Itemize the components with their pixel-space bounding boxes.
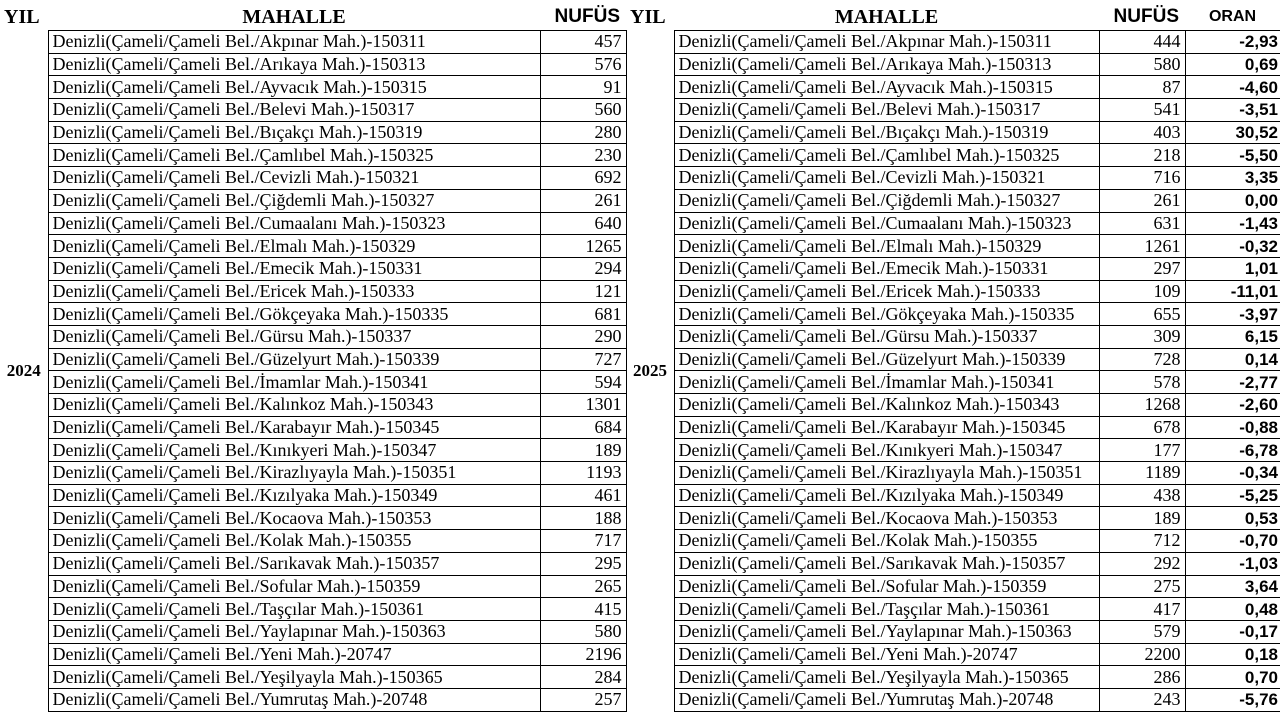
nufus-2025-cell: 297 <box>1099 257 1185 280</box>
mahalle-2024-cell: Denizli(Çameli/Çameli Bel./Arıkaya Mah.)-150313 <box>48 53 540 76</box>
mahalle-2025-cell: Denizli(Çameli/Çameli Bel./Gürsu Mah.)-150337 <box>674 325 1099 348</box>
mahalle-2024-cell: Denizli(Çameli/Çameli Bel./Cumaalanı Mah.)-150323 <box>48 212 540 235</box>
mahalle-2025-cell: Denizli(Çameli/Çameli Bel./Kolak Mah.)-150355 <box>674 530 1099 553</box>
mahalle-2025-cell: Denizli(Çameli/Çameli Bel./Bıçakçı Mah.)-150319 <box>674 121 1099 144</box>
nufus-2024-cell: 2196 <box>540 643 626 666</box>
nufus-2024-cell: 294 <box>540 257 626 280</box>
mahalle-2025-cell: Denizli(Çameli/Çameli Bel./Kızılyaka Mah.)-150349 <box>674 484 1099 507</box>
oran-cell: -11,01 <box>1185 280 1280 303</box>
header-yil-2025: YIL <box>630 5 666 28</box>
oran-cell: -2,60 <box>1185 394 1280 417</box>
mahalle-2025-cell: Denizli(Çameli/Çameli Bel./Ayvacık Mah.)-150315 <box>674 76 1099 99</box>
mahalle-2025-cell: Denizli(Çameli/Çameli Bel./Çiğdemli Mah.)-150327 <box>674 189 1099 212</box>
mahalle-2025-cell: Denizli(Çameli/Çameli Bel./Kirazlıyayla Mah.)-150351 <box>674 462 1099 485</box>
nufus-2024-cell: 265 <box>540 575 626 598</box>
nufus-2025-cell: 309 <box>1099 325 1185 348</box>
nufus-2025-cell: 417 <box>1099 598 1185 621</box>
table-row <box>0 31 1280 54</box>
nufus-2025-cell: 678 <box>1099 416 1185 439</box>
mahalle-2024-cell: Denizli(Çameli/Çameli Bel./Elmalı Mah.)-150329 <box>48 235 540 258</box>
nufus-2024-cell: 188 <box>540 507 626 530</box>
oran-cell: 1,01 <box>1185 257 1280 280</box>
oran-cell: 0,14 <box>1185 348 1280 371</box>
mahalle-2025-cell: Denizli(Çameli/Çameli Bel./Taşçılar Mah.)-150361 <box>674 598 1099 621</box>
mahalle-2024-cell: Denizli(Çameli/Çameli Bel./Çamlıbel Mah.)-150325 <box>48 144 540 167</box>
oran-cell: -0,70 <box>1185 530 1280 553</box>
mahalle-2024-cell: Denizli(Çameli/Çameli Bel./Kalınkoz Mah.)-150343 <box>48 394 540 417</box>
oran-cell: 30,52 <box>1185 121 1280 144</box>
table-body <box>0 31 1280 712</box>
nufus-2025-cell: 286 <box>1099 666 1185 689</box>
population-table <box>0 4 1280 712</box>
mahalle-2024-cell: Denizli(Çameli/Çameli Bel./Akpınar Mah.)-150311 <box>48 31 540 54</box>
mahalle-2024-cell: Denizli(Çameli/Çameli Bel./Cevizli Mah.)-150321 <box>48 167 540 190</box>
mahalle-2024-cell: Denizli(Çameli/Çameli Bel./Sarıkavak Mah.)-150357 <box>48 552 540 575</box>
nufus-2025-cell: 243 <box>1099 688 1185 711</box>
oran-cell: -3,51 <box>1185 99 1280 122</box>
nufus-2024-cell: 560 <box>540 99 626 122</box>
header-nufus-2024: NUFÜS <box>554 6 620 27</box>
mahalle-2024-cell: Denizli(Çameli/Çameli Bel./Gökçeyaka Mah.)-150335 <box>48 303 540 326</box>
mahalle-2025-cell: Denizli(Çameli/Çameli Bel./Yeşilyayla Mah.)-150365 <box>674 666 1099 689</box>
nufus-2025-cell: 579 <box>1099 620 1185 643</box>
nufus-2025-cell: 580 <box>1099 53 1185 76</box>
nufus-2024-cell: 681 <box>540 303 626 326</box>
mahalle-2025-cell: Denizli(Çameli/Çameli Bel./Elmalı Mah.)-150329 <box>674 235 1099 258</box>
nufus-2024-cell: 290 <box>540 325 626 348</box>
nufus-2024-cell: 230 <box>540 144 626 167</box>
nufus-2024-cell: 457 <box>540 31 626 54</box>
nufus-2024-cell: 684 <box>540 416 626 439</box>
nufus-2024-cell: 121 <box>540 280 626 303</box>
nufus-2025-cell: 438 <box>1099 484 1185 507</box>
nufus-2024-cell: 640 <box>540 212 626 235</box>
header-oran: ORAN <box>1208 8 1257 25</box>
nufus-2025-cell: 275 <box>1099 575 1185 598</box>
mahalle-2024-cell: Denizli(Çameli/Çameli Bel./Gürsu Mah.)-150337 <box>48 325 540 348</box>
mahalle-2025-cell: Denizli(Çameli/Çameli Bel./Sarıkavak Mah.)-150357 <box>674 552 1099 575</box>
nufus-2024-cell: 284 <box>540 666 626 689</box>
mahalle-2024-cell: Denizli(Çameli/Çameli Bel./Yumrutaş Mah.)-20748 <box>48 688 540 711</box>
nufus-2024-cell: 594 <box>540 371 626 394</box>
mahalle-2025-cell: Denizli(Çameli/Çameli Bel./Sofular Mah.)-150359 <box>674 575 1099 598</box>
mahalle-2024-cell: Denizli(Çameli/Çameli Bel./Bıçakçı Mah.)-150319 <box>48 121 540 144</box>
mahalle-2025-cell: Denizli(Çameli/Çameli Bel./Çamlıbel Mah.)-150325 <box>674 144 1099 167</box>
mahalle-2025-cell: Denizli(Çameli/Çameli Bel./Güzelyurt Mah.)-150339 <box>674 348 1099 371</box>
oran-cell: -2,77 <box>1185 371 1280 394</box>
nufus-2024-cell: 415 <box>540 598 626 621</box>
header-row <box>0 4 1280 31</box>
mahalle-2024-cell: Denizli(Çameli/Çameli Bel./Karabayır Mah.)-150345 <box>48 416 540 439</box>
nufus-2025-cell: 712 <box>1099 530 1185 553</box>
oran-cell: -0,32 <box>1185 235 1280 258</box>
oran-cell: -3,97 <box>1185 303 1280 326</box>
mahalle-2025-cell: Denizli(Çameli/Çameli Bel./Yeni Mah.)-20747 <box>674 643 1099 666</box>
nufus-2025-cell: 177 <box>1099 439 1185 462</box>
nufus-2025-cell: 109 <box>1099 280 1185 303</box>
oran-cell: -4,60 <box>1185 76 1280 99</box>
header-yil-2024: YIL <box>4 5 40 28</box>
mahalle-2024-cell: Denizli(Çameli/Çameli Bel./Kirazlıyayla Mah.)-150351 <box>48 462 540 485</box>
oran-cell: 3,64 <box>1185 575 1280 598</box>
mahalle-2024-cell: Denizli(Çameli/Çameli Bel./Ericek Mah.)-150333 <box>48 280 540 303</box>
oran-cell: 0,18 <box>1185 643 1280 666</box>
mahalle-2025-cell: Denizli(Çameli/Çameli Bel./Yaylapınar Mah.)-150363 <box>674 620 1099 643</box>
oran-cell: -6,78 <box>1185 439 1280 462</box>
mahalle-2025-cell: Denizli(Çameli/Çameli Bel./Gökçeyaka Mah.)-150335 <box>674 303 1099 326</box>
mahalle-2024-cell: Denizli(Çameli/Çameli Bel./Çiğdemli Mah.)-150327 <box>48 189 540 212</box>
oran-cell: -0,17 <box>1185 620 1280 643</box>
nufus-2024-cell: 727 <box>540 348 626 371</box>
mahalle-2025-cell: Denizli(Çameli/Çameli Bel./Yumrutaş Mah.)-20748 <box>674 688 1099 711</box>
mahalle-2025-cell: Denizli(Çameli/Çameli Bel./Ericek Mah.)-150333 <box>674 280 1099 303</box>
nufus-2025-cell: 1268 <box>1099 394 1185 417</box>
oran-cell: -5,25 <box>1185 484 1280 507</box>
mahalle-2025-cell: Denizli(Çameli/Çameli Bel./Belevi Mah.)-150317 <box>674 99 1099 122</box>
mahalle-2025-cell: Denizli(Çameli/Çameli Bel./Arıkaya Mah.)-150313 <box>674 53 1099 76</box>
nufus-2024-cell: 189 <box>540 439 626 462</box>
nufus-2024-cell: 461 <box>540 484 626 507</box>
nufus-2025-cell: 1189 <box>1099 462 1185 485</box>
mahalle-2025-cell: Denizli(Çameli/Çameli Bel./Akpınar Mah.)-150311 <box>674 31 1099 54</box>
mahalle-2024-cell: Denizli(Çameli/Çameli Bel./Kolak Mah.)-150355 <box>48 530 540 553</box>
oran-cell: -5,50 <box>1185 144 1280 167</box>
nufus-2024-cell: 295 <box>540 552 626 575</box>
mahalle-2024-cell: Denizli(Çameli/Çameli Bel./Yeni Mah.)-20747 <box>48 643 540 666</box>
mahalle-2025-cell: Denizli(Çameli/Çameli Bel./Kalınkoz Mah.)-150343 <box>674 394 1099 417</box>
nufus-2025-cell: 578 <box>1099 371 1185 394</box>
nufus-2024-cell: 1193 <box>540 462 626 485</box>
nufus-2024-cell: 717 <box>540 530 626 553</box>
nufus-2025-cell: 655 <box>1099 303 1185 326</box>
mahalle-2025-cell: Denizli(Çameli/Çameli Bel./Cumaalanı Mah.)-150323 <box>674 212 1099 235</box>
header-mahalle-2024: MAHALLE <box>242 5 346 28</box>
oran-cell: 0,53 <box>1185 507 1280 530</box>
nufus-2024-cell: 1265 <box>540 235 626 258</box>
nufus-2024-cell: 280 <box>540 121 626 144</box>
nufus-2024-cell: 580 <box>540 620 626 643</box>
mahalle-2024-cell: Denizli(Çameli/Çameli Bel./Emecik Mah.)-150331 <box>48 257 540 280</box>
mahalle-2024-cell: Denizli(Çameli/Çameli Bel./Yeşilyayla Mah.)-150365 <box>48 666 540 689</box>
oran-cell: -0,88 <box>1185 416 1280 439</box>
oran-cell: 6,15 <box>1185 325 1280 348</box>
nufus-2024-cell: 261 <box>540 189 626 212</box>
nufus-2025-cell: 403 <box>1099 121 1185 144</box>
mahalle-2025-cell: Denizli(Çameli/Çameli Bel./Karabayır Mah.)-150345 <box>674 416 1099 439</box>
header-nufus-2025: NUFÜS <box>1113 6 1179 27</box>
nufus-2025-cell: 728 <box>1099 348 1185 371</box>
oran-cell: 0,48 <box>1185 598 1280 621</box>
nufus-2024-cell: 91 <box>540 76 626 99</box>
oran-cell: 3,35 <box>1185 167 1280 190</box>
nufus-2025-cell: 541 <box>1099 99 1185 122</box>
mahalle-2024-cell: Denizli(Çameli/Çameli Bel./Ayvacık Mah.)-150315 <box>48 76 540 99</box>
header-mahalle-2025: MAHALLE <box>834 5 939 28</box>
mahalle-2024-cell: Denizli(Çameli/Çameli Bel./Güzelyurt Mah.)-150339 <box>48 348 540 371</box>
nufus-2025-cell: 444 <box>1099 31 1185 54</box>
mahalle-2024-cell: Denizli(Çameli/Çameli Bel./Kınıkyeri Mah.)-150347 <box>48 439 540 462</box>
nufus-2024-cell: 576 <box>540 53 626 76</box>
oran-cell: -2,93 <box>1185 31 1280 54</box>
nufus-2025-cell: 292 <box>1099 552 1185 575</box>
nufus-2025-cell: 1261 <box>1099 235 1185 258</box>
nufus-2024-cell: 692 <box>540 167 626 190</box>
nufus-2024-cell: 1301 <box>540 394 626 417</box>
nufus-2025-cell: 189 <box>1099 507 1185 530</box>
mahalle-2024-cell: Denizli(Çameli/Çameli Bel./İmamlar Mah.)-150341 <box>48 371 540 394</box>
oran-cell: 0,69 <box>1185 53 1280 76</box>
nufus-2025-cell: 2200 <box>1099 643 1185 666</box>
mahalle-2024-cell: Denizli(Çameli/Çameli Bel./Taşçılar Mah.)-150361 <box>48 598 540 621</box>
mahalle-2025-cell: Denizli(Çameli/Çameli Bel./Emecik Mah.)-150331 <box>674 257 1099 280</box>
oran-cell: -1,03 <box>1185 552 1280 575</box>
nufus-2025-cell: 716 <box>1099 167 1185 190</box>
mahalle-2024-cell: Denizli(Çameli/Çameli Bel./Kızılyaka Mah.)-150349 <box>48 484 540 507</box>
nufus-2025-cell: 261 <box>1099 189 1185 212</box>
nufus-2025-cell: 631 <box>1099 212 1185 235</box>
mahalle-2025-cell: Denizli(Çameli/Çameli Bel./Cevizli Mah.)-150321 <box>674 167 1099 190</box>
mahalle-2024-cell: Denizli(Çameli/Çameli Bel./Sofular Mah.)-150359 <box>48 575 540 598</box>
year-2025-cell: 2025 <box>626 31 674 712</box>
year-2024-cell: 2024 <box>0 31 48 712</box>
oran-cell: -0,34 <box>1185 462 1280 485</box>
mahalle-2025-cell: Denizli(Çameli/Çameli Bel./İmamlar Mah.)-150341 <box>674 371 1099 394</box>
nufus-2025-cell: 218 <box>1099 144 1185 167</box>
nufus-2024-cell: 257 <box>540 688 626 711</box>
mahalle-2024-cell: Denizli(Çameli/Çameli Bel./Yaylapınar Mah.)-150363 <box>48 620 540 643</box>
mahalle-2025-cell: Denizli(Çameli/Çameli Bel./Kocaova Mah.)-150353 <box>674 507 1099 530</box>
mahalle-2024-cell: Denizli(Çameli/Çameli Bel./Kocaova Mah.)-150353 <box>48 507 540 530</box>
oran-cell: -1,43 <box>1185 212 1280 235</box>
nufus-2025-cell: 87 <box>1099 76 1185 99</box>
oran-cell: -5,76 <box>1185 688 1280 711</box>
mahalle-2024-cell: Denizli(Çameli/Çameli Bel./Belevi Mah.)-150317 <box>48 99 540 122</box>
oran-cell: 0,00 <box>1185 189 1280 212</box>
oran-cell: 0,70 <box>1185 666 1280 689</box>
mahalle-2025-cell: Denizli(Çameli/Çameli Bel./Kınıkyeri Mah.)-150347 <box>674 439 1099 462</box>
